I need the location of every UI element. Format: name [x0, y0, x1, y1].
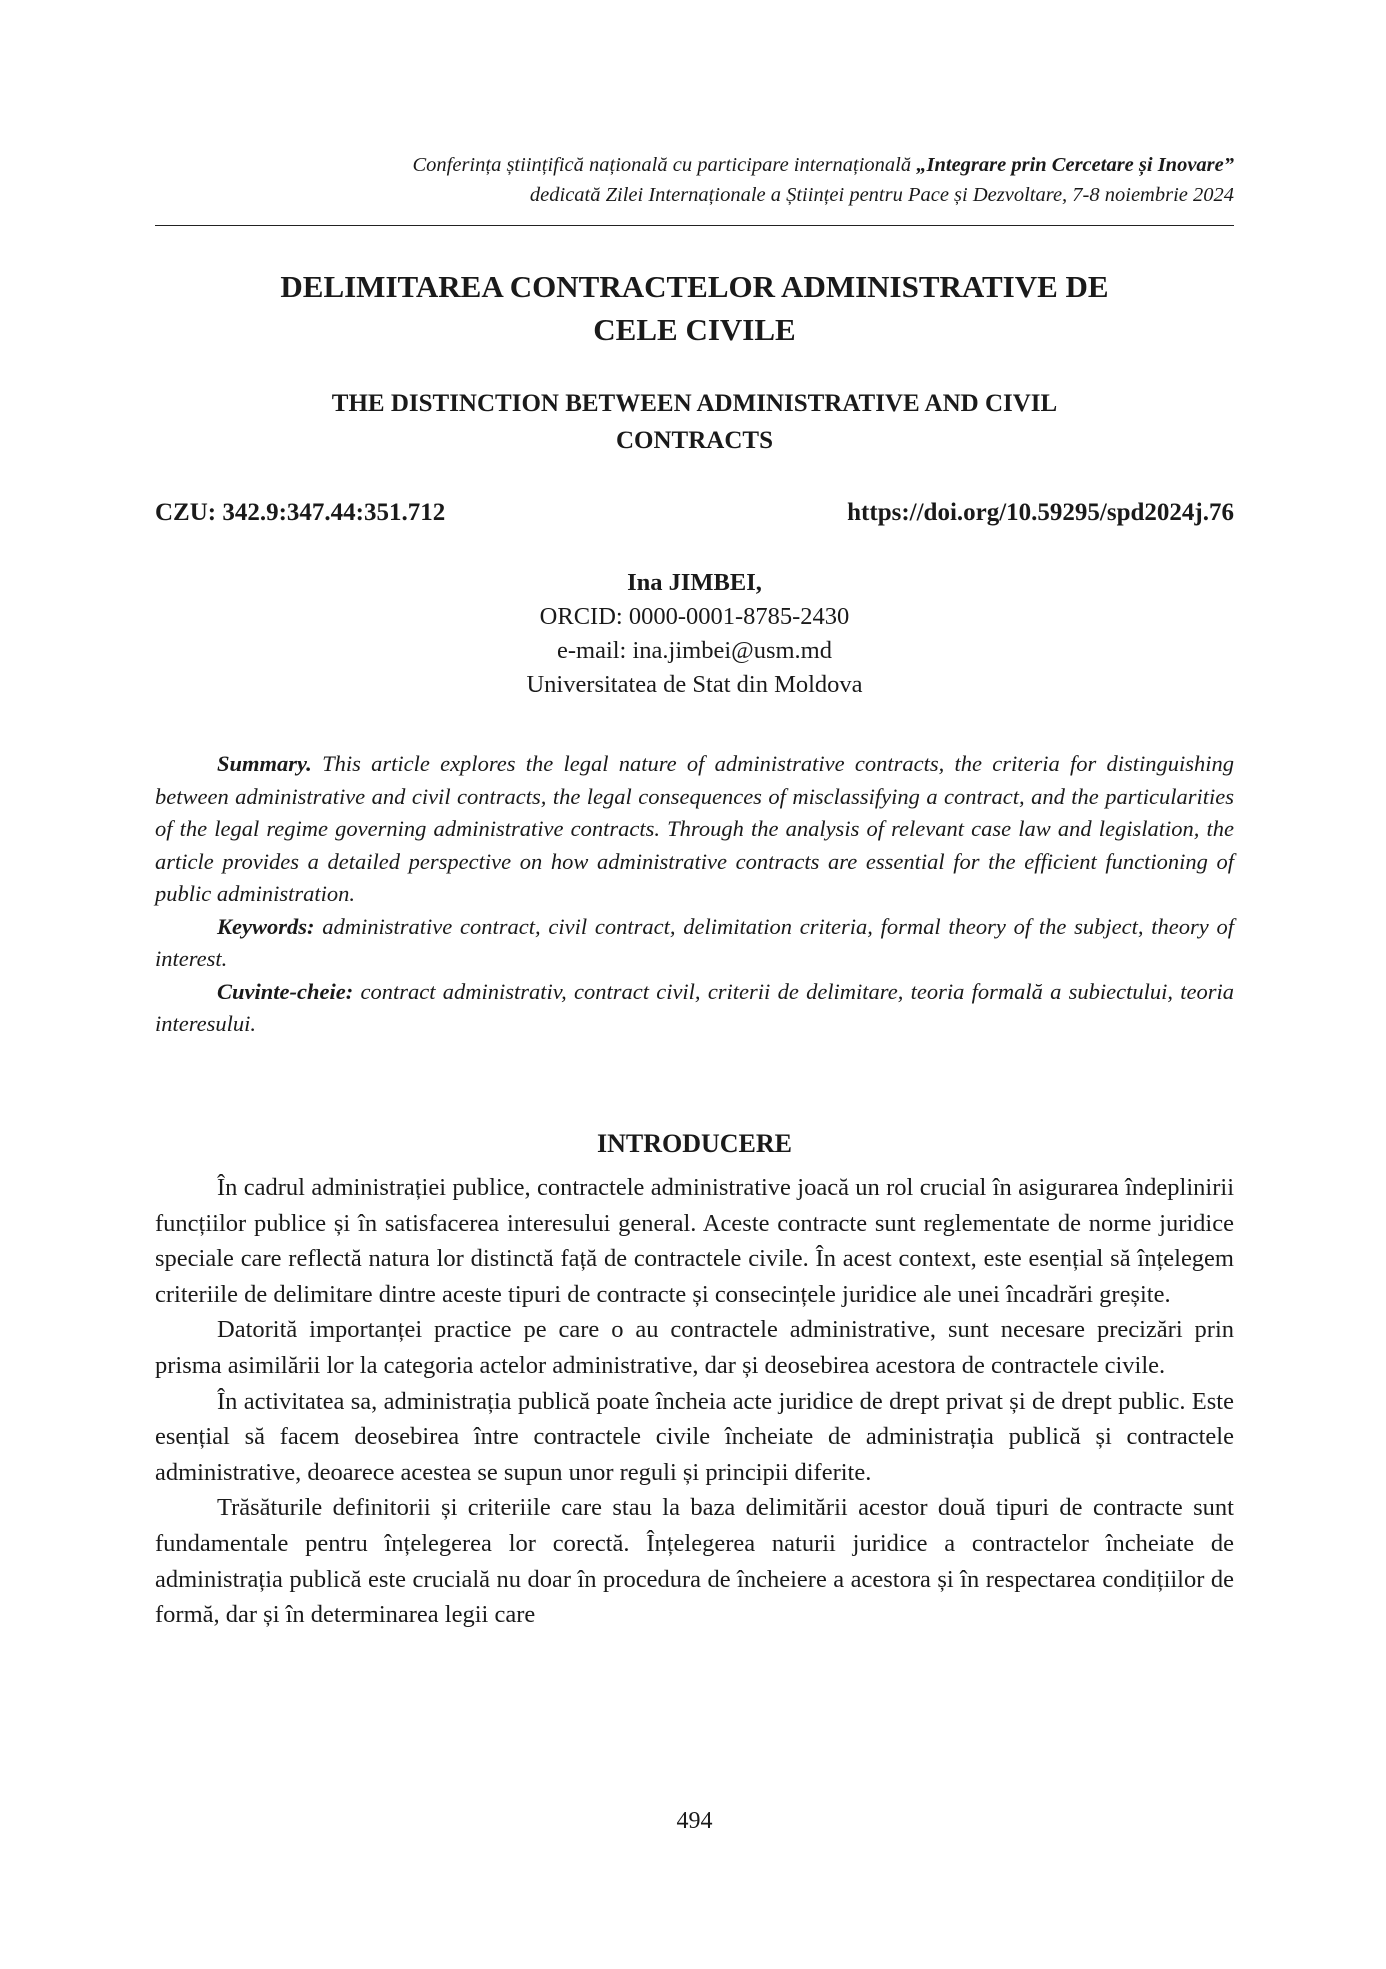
running-header	[155, 150, 1234, 210]
conference-event-title: „Integrare prin Cercetare și Inovare”	[916, 154, 1234, 176]
author-affiliation: Universitatea de Stat din Moldova	[526, 671, 863, 698]
summary-paragraph	[155, 748, 1234, 911]
body-paragraph: Datorită importanței practice pe care o au contractele administrative, sunt necesare precizări prin prisma asimilării lor la categoria actelor administrative, dar și deosebirea acestora de contractele civile.	[155, 1316, 1234, 1379]
section-heading-introducere: INTRODUCERE	[596, 1129, 793, 1158]
body-paragraph: În cadrul administrației publice, contractele administrative joacă un rol crucial în asigurarea îndeplinirii funcțiilor publice și în satisfacerea interesului general. Aceste contracte sunt reglementate de norme juridice speciale care reflectă natura lor distinctă față de contractele civile. În acest context, este esențial să înțelegem criteriile de delimitare dintre aceste tipuri de contracte și consecințele juridice ale unei încadrări greșite.	[155, 1174, 1234, 1308]
keywords-label: Keywords:	[217, 913, 315, 939]
keywords-text: administrative contract, civil contract, delimitation criteria, formal theory of the subject, theory of interest.	[155, 913, 1234, 971]
body-paragraph: Trăsăturile definitorii și criteriile care stau la baza delimitării acestor două tipuri de contracte sunt fundamentale pentru înțelegerea lor corectă. Înțelegerea naturii juridice a contractelor încheiate de administrația publică este crucială nu doar în procedura de încheiere a acestora și în respectarea condițiilor de formă, dar și în determinarea legii care	[155, 1494, 1234, 1629]
running-header-line-2: dedicată Zilei Internaționale a Științei pentru Pace și Dezvoltare, 7-8 noiembrie 2024	[529, 184, 1234, 206]
author-orcid: ORCID: 0000-0001-8785-2430	[539, 603, 850, 630]
abstract	[155, 748, 1234, 1041]
conference-name: Conferința științifică națională cu participare internațională	[412, 154, 917, 176]
author-name: Ina JIMBEI,	[627, 569, 762, 596]
paper-title-english-line-2: CONTRACTS	[616, 427, 773, 454]
paper-title-english-line-1: THE DISTINCTION BETWEEN ADMINISTRATIVE AND CIVIL	[331, 390, 1058, 417]
paper-title	[155, 265, 1234, 351]
doi-link[interactable]: https://doi.org/10.59295/spd2024j.76	[847, 499, 1234, 526]
paper-title-line-2: CELE CIVILE	[593, 312, 796, 347]
page-number: 494	[676, 1808, 713, 1834]
document-page	[155, 0, 1234, 1969]
author-block	[155, 566, 1234, 702]
cuvinte-cheie-label: Cuvinte-cheie:	[217, 978, 354, 1004]
summary-label: Summary.	[217, 751, 312, 776]
body-text	[155, 1170, 1234, 1633]
paper-title-english	[155, 385, 1234, 459]
cuvinte-cheie-text: contract administrativ, contract civil, criterii de delimitare, teoria formală a subiectului, teoria interesului.	[155, 978, 1234, 1036]
body-paragraph: În activitatea sa, administrația publică poate încheia acte juridice de drept privat și de drept public. Este esențial să facem deosebirea între contractele civile încheiate de administrația publică și contractele administrative, deoarece acestea se supun unor reguli și principii diferite.	[155, 1387, 1234, 1486]
czu-code: CZU: 342.9:347.44:351.712	[155, 499, 446, 526]
cuvinte-cheie-paragraph	[155, 976, 1234, 1041]
running-header-line-1	[155, 150, 1234, 180]
keywords-paragraph	[155, 911, 1234, 976]
paper-title-line-1: DELIMITAREA CONTRACTELOR ADMINISTRATIVE DE	[280, 269, 1109, 304]
author-email[interactable]: e-mail: ina.jimbei@usm.md	[556, 637, 832, 664]
summary-text: This article explores the legal nature of administrative contracts, the criteria for distinguishing between administrative and civil contracts, the legal consequences of misclassifying a contract, and the particularities of the legal regime governing administrative contracts. Through the analysis of relevant case law and legislation, the article provides a detailed perspective on how administrative contracts are essential for the efficient functioning of public administration.	[155, 751, 1235, 906]
header-divider	[155, 225, 1234, 226]
